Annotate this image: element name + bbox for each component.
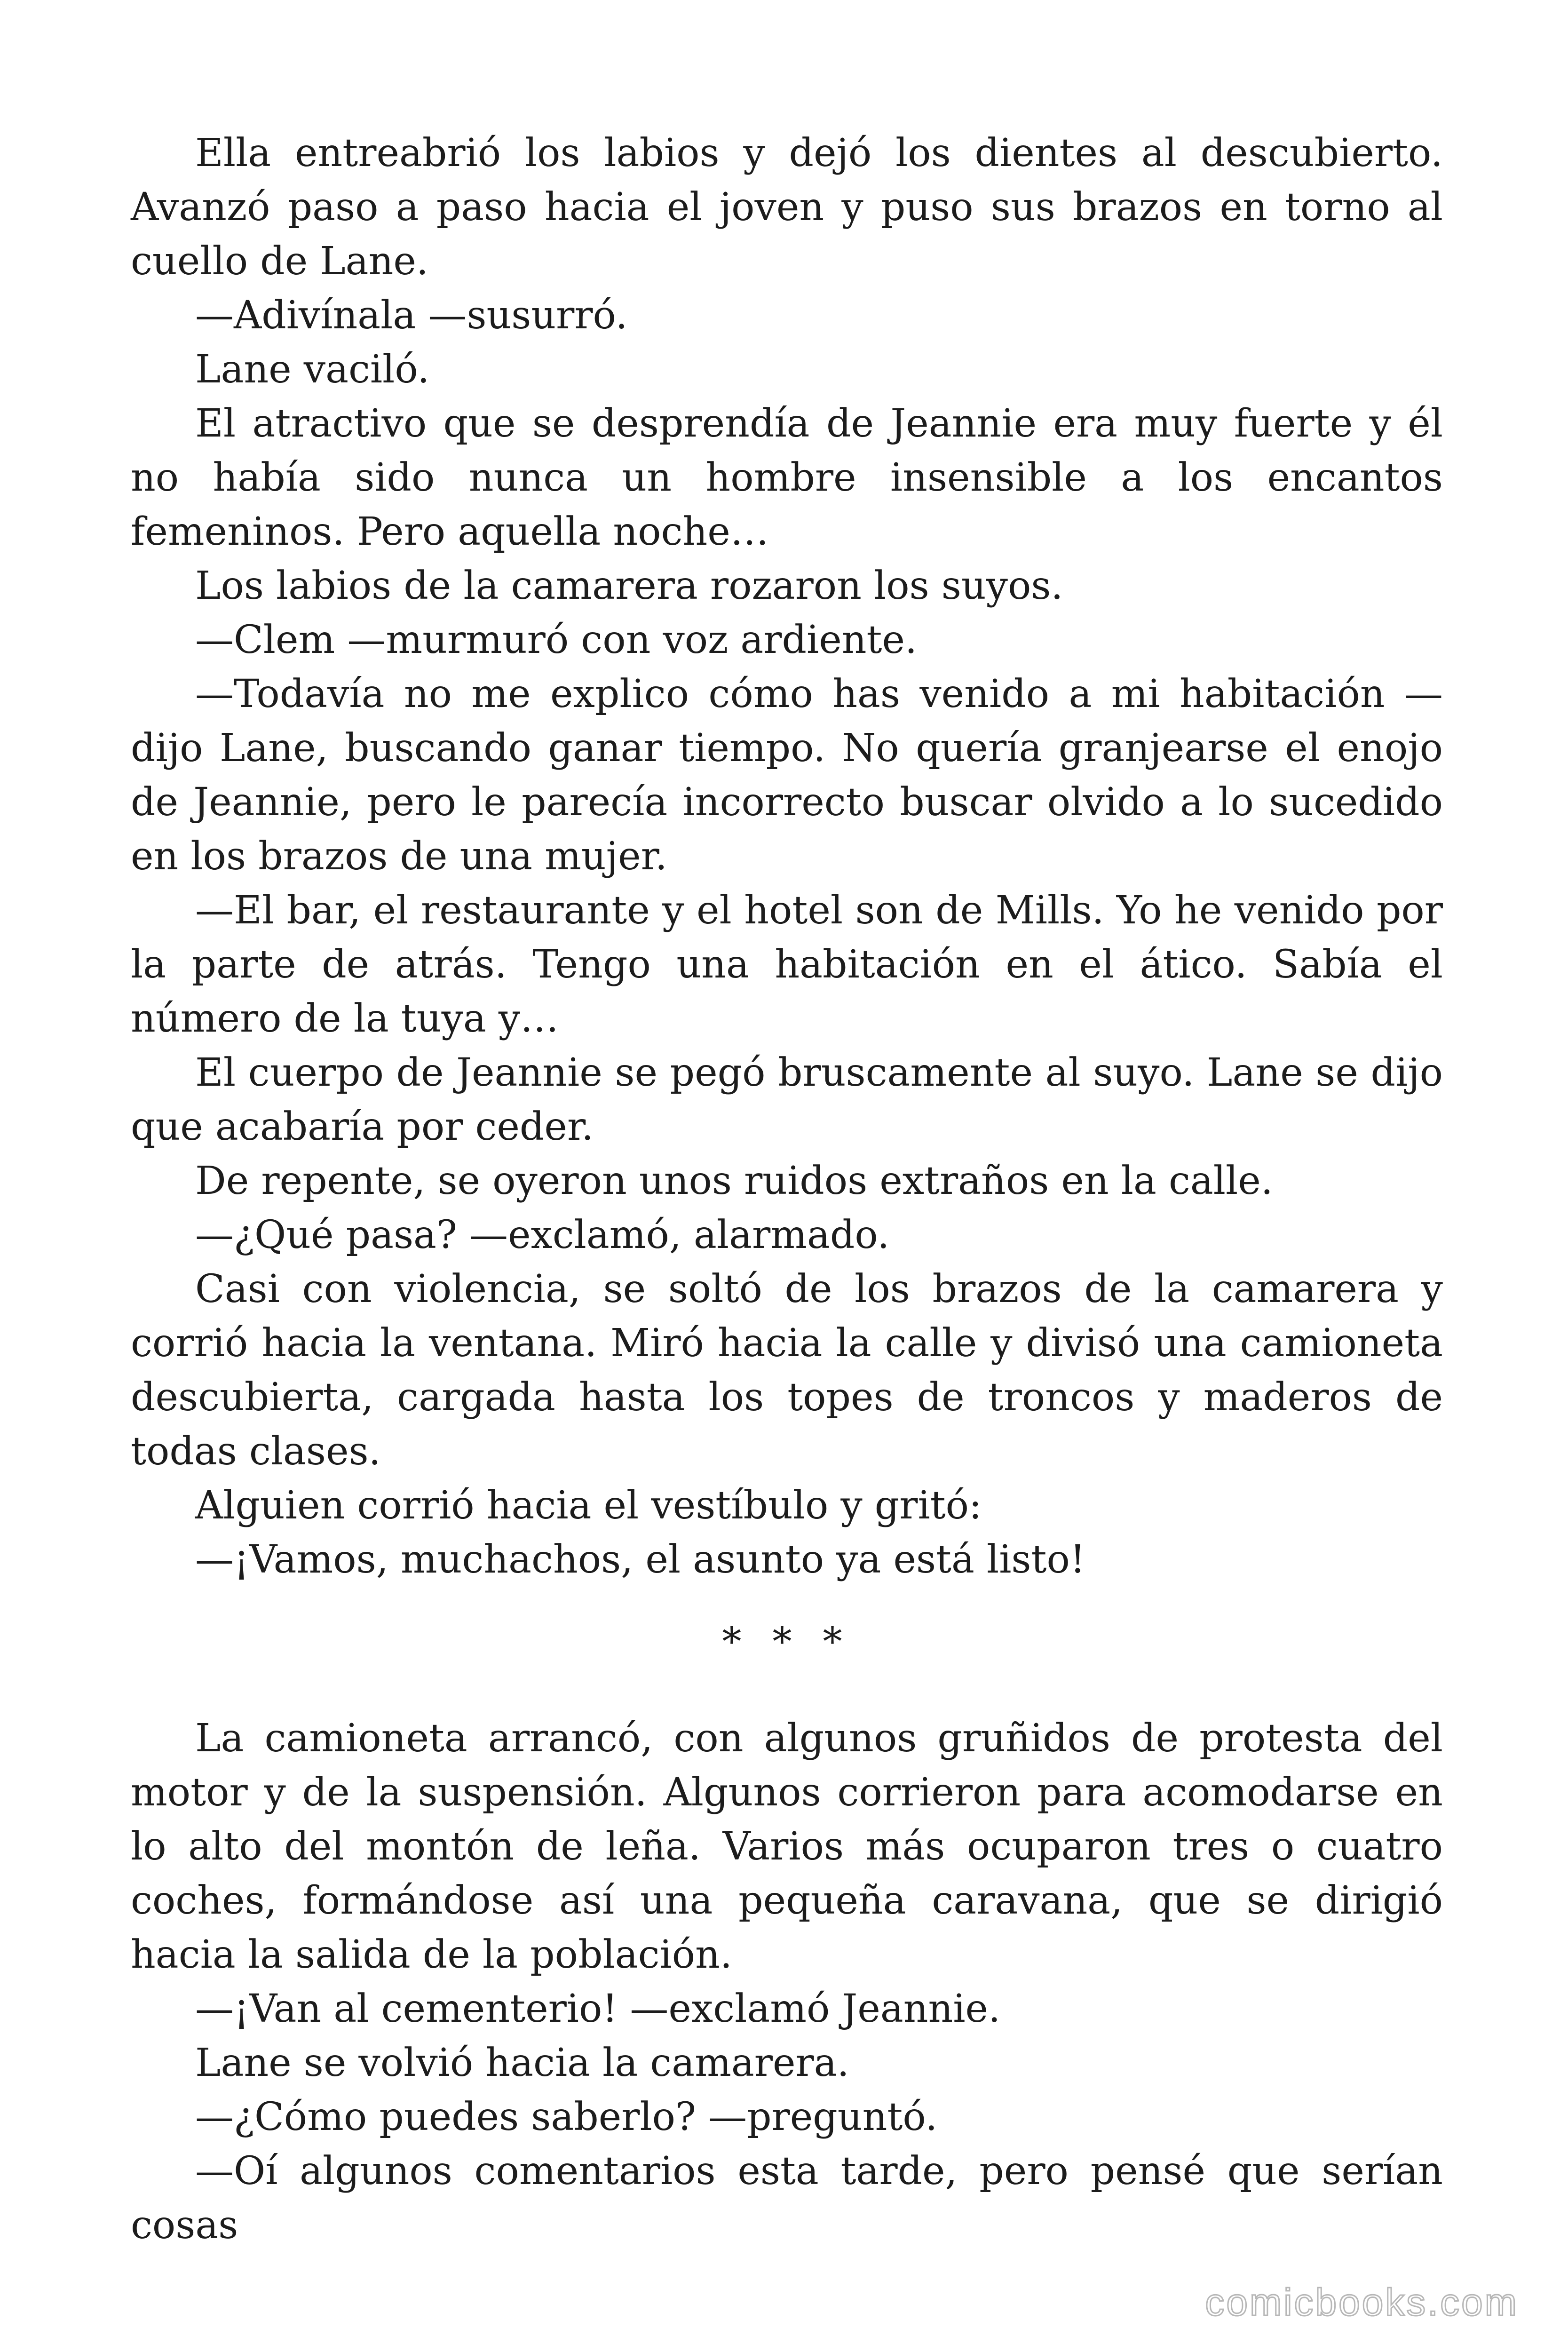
paragraph: Alguien corrió hacia el vestíbulo y gritó: — [195, 1483, 982, 1528]
paragraph: —¿Cómo puedes saberlo? —preguntó. — [195, 2095, 938, 2139]
paragraph: Lane se volvió hacia la camarera. — [195, 2041, 849, 2085]
paragraph: De repente, se oyeron unos ruidos extraños en la calle. — [195, 1159, 1273, 1203]
text-block-after — [131, 1711, 1443, 2252]
text-block-before — [131, 126, 1443, 1587]
page-body — [131, 126, 1443, 2252]
section-separator: * * * — [722, 1620, 852, 1664]
paragraph: —Clem —murmuró con voz ardiente. — [195, 618, 918, 662]
paragraph: —¡Van al cementerio! —exclamó Jeannie. — [195, 1986, 1001, 2031]
paragraph: —¿Qué pasa? —exclamó, alarmado. — [195, 1213, 890, 1257]
paragraph: El atractivo que se desprendía de Jeannie era muy fuerte y él no había sido nunca un hombre insensible a los encantos femeninos. Pero aquella noche… — [131, 401, 1443, 554]
paragraph: Los labios de la camarera rozaron los suyos. — [195, 564, 1063, 608]
paragraph: Casi con violencia, se soltó de los brazos de la camarera y corrió hacia la ventana. Miró hacia la calle y divisó una camioneta descubierta, cargada hasta los topes de troncos y maderos de todas clases. — [131, 1267, 1443, 1474]
paragraph: —Oí algunos comentarios esta tarde, pero pensé que serían cosas — [131, 2149, 1443, 2248]
paragraph: —¡Vamos, muchachos, el asunto ya está listo! — [195, 1537, 1085, 1582]
paragraph: Ella entreabrió los labios y dejó los dientes al descubierto. Avanzó paso a paso hacia el joven y puso sus brazos en torno al cuello de Lane. — [131, 131, 1443, 284]
paragraph: Lane vaciló. — [195, 347, 430, 392]
paragraph: La camioneta arrancó, con algunos gruñidos de protesta del motor y de la suspensión. Algunos corrieron para acomodarse en lo alto del montón de leña. Varios más ocuparon tres o cuatro coches, formándose así una pequeña caravana, que se dirigió hacia la salida de la población. — [131, 1716, 1443, 1977]
paragraph: —El bar, el restaurante y el hotel son de Mills. Yo he venido por la parte de atrás. Tengo una habitación en el ático. Sabía el número de la tuya y… — [131, 888, 1443, 1041]
paragraph: —Adivínala —susurró. — [195, 293, 628, 338]
paragraph: El cuerpo de Jeannie se pegó bruscamente al suyo. Lane se dijo que acabaría por ceder. — [131, 1050, 1443, 1149]
paragraph: —Todavía no me explico cómo has venido a mi habitación —dijo Lane, buscando ganar tiempo. No quería granjearse el enojo de Jeannie, pero le parecía incorrecto buscar olvido a lo sucedido en los brazos de una mujer. — [131, 672, 1443, 879]
watermark: comicbooks.com — [1205, 2281, 1519, 2324]
